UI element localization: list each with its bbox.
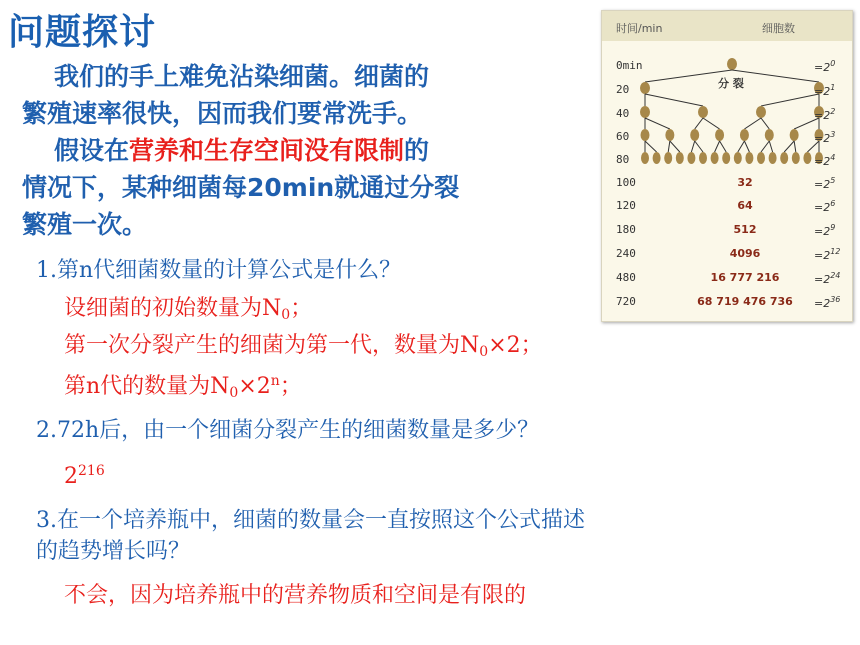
division-line xyxy=(668,141,670,152)
bacterium-cell xyxy=(757,152,765,164)
row-time: 0min xyxy=(616,59,643,72)
answer-1-line-1 xyxy=(64,294,312,330)
division-line xyxy=(670,141,680,152)
row-time: 60 xyxy=(616,130,630,143)
row-count: 512 xyxy=(733,223,757,236)
header-time: 时间/min xyxy=(616,22,663,35)
bacterium-cell xyxy=(722,152,730,164)
row-power-exp: 2 xyxy=(830,107,836,116)
division-line xyxy=(645,141,657,152)
row-time: 180 xyxy=(616,223,636,236)
row-power-exp: 12 xyxy=(830,247,841,256)
row-power-exp: 6 xyxy=(830,199,836,208)
highlight-condition: 营养和生存空间没有限制 xyxy=(129,136,405,165)
ans3-mid: ×2 xyxy=(238,374,271,399)
bacterium-cell xyxy=(803,152,811,164)
answer-2 xyxy=(64,456,105,492)
answer-3: 不会，因为培养瓶中的营养物质和空间是有限的 xyxy=(64,583,527,608)
row-power xyxy=(814,153,835,168)
ans1-pre: 设细菌的初始数量为N xyxy=(64,296,282,321)
row-power-base: =2 xyxy=(814,178,831,191)
intro-paragraph xyxy=(22,58,542,243)
question-3-line-2: 的趋势增长吗？ xyxy=(36,539,191,564)
row-power-base: =2 xyxy=(814,155,831,168)
division-line xyxy=(761,118,769,129)
row-power-base: =2 xyxy=(814,273,831,286)
bacterium-cell xyxy=(699,152,707,164)
row-power xyxy=(814,59,835,74)
ans2-sub: 0 xyxy=(479,344,489,360)
row-power-base: =2 xyxy=(814,61,831,74)
bacterium-cell xyxy=(740,129,749,141)
answer-1-line-2 xyxy=(64,331,543,367)
bacterium-cell xyxy=(792,152,800,164)
row-power-exp: 3 xyxy=(830,130,836,139)
row-power-base: =2 xyxy=(814,225,831,238)
row-power xyxy=(814,83,835,98)
row-power-base: =2 xyxy=(814,109,831,122)
division-line xyxy=(703,118,720,129)
question-3-line-1: 3.在一个培养瓶中，细菌的数量会一直按照这个公式描述 xyxy=(36,508,585,533)
row-power-exp: 9 xyxy=(830,223,836,232)
row-power xyxy=(814,107,835,122)
row-power xyxy=(814,295,840,310)
intro-line-3-pre: 假设在 xyxy=(54,136,130,165)
division-line xyxy=(738,141,745,152)
row-power xyxy=(814,247,840,262)
ans3-sup: n xyxy=(270,373,280,389)
intro-line-3 xyxy=(22,132,542,169)
division-line xyxy=(769,141,772,152)
ans2-post: ×2； xyxy=(488,333,543,358)
row-power-base: =2 xyxy=(814,132,831,145)
row-time: 720 xyxy=(616,295,636,308)
bacteria-division-figure xyxy=(601,10,853,322)
row-power xyxy=(814,271,840,286)
ans3-sub: 0 xyxy=(229,385,239,401)
row-time: 480 xyxy=(616,271,636,284)
row-power-exp: 5 xyxy=(830,176,836,185)
division-line xyxy=(720,141,727,152)
bacterium-cell xyxy=(690,129,699,141)
bacterium-cell xyxy=(715,129,724,141)
division-line xyxy=(761,141,769,152)
ans2-pre: 第一次分裂产生的细菌为第一代，数量为N xyxy=(64,333,480,358)
row-power-exp: 1 xyxy=(830,83,836,92)
bacterium-cell xyxy=(641,152,649,164)
bacterium-cell xyxy=(676,152,684,164)
question-1: 1.第n代细菌数量的计算公式是什么？ xyxy=(36,258,402,283)
row-power xyxy=(814,223,835,238)
row-power xyxy=(814,130,835,145)
row-time: 20 xyxy=(616,83,630,96)
division-line xyxy=(645,94,703,106)
bacterium-cell xyxy=(640,82,650,94)
row-time: 240 xyxy=(616,247,636,260)
row-power-base: =2 xyxy=(814,85,831,98)
bacterium-cell xyxy=(756,106,766,118)
division-line xyxy=(761,94,819,106)
division-line xyxy=(691,141,694,152)
row-power-exp: 24 xyxy=(830,271,841,280)
row-count: 68 719 476 736 xyxy=(697,295,793,308)
row-power xyxy=(814,176,835,191)
ans3-post: ； xyxy=(279,374,302,399)
bacterium-cell xyxy=(640,106,650,118)
division-line xyxy=(794,141,796,152)
intro-line-1: 我们的手上难免沾染细菌。细菌的 xyxy=(54,62,430,91)
row-count: 16 777 216 xyxy=(710,271,780,284)
row-power-base: =2 xyxy=(814,201,831,214)
division-line xyxy=(695,141,703,152)
bacterium-cell xyxy=(664,152,672,164)
split-label: 分 裂 xyxy=(718,77,744,90)
bacterium-cell xyxy=(780,152,788,164)
row-time: 80 xyxy=(616,153,630,166)
ans1-sub: 0 xyxy=(281,307,291,323)
bacterium-cell xyxy=(765,129,774,141)
bacterium-cell xyxy=(665,129,674,141)
intro-line-3-post: 的 xyxy=(404,136,430,165)
intro-line-5: 繁殖一次。 xyxy=(22,210,148,239)
row-power-exp: 0 xyxy=(830,59,836,68)
bacterium-cell xyxy=(790,129,799,141)
division-line xyxy=(744,141,749,152)
intro-line-2: 繁殖速率很快，因而我们要常洗手。 xyxy=(22,99,423,128)
ans3-pre: 第n代的数量为N xyxy=(64,374,230,399)
division-line xyxy=(715,141,720,152)
division-line xyxy=(645,118,670,129)
bacterium-cell xyxy=(698,106,708,118)
header-count: 细胞数 xyxy=(762,22,795,35)
row-time: 120 xyxy=(616,199,636,212)
question-2: 2.72h后，由一个细菌分裂产生的细菌数量是多少？ xyxy=(36,418,540,443)
ans-q2-exp: 216 xyxy=(78,463,105,479)
bacterium-cell xyxy=(711,152,719,164)
division-line xyxy=(732,70,819,82)
page-title: 问题探讨 xyxy=(8,12,157,53)
row-power-exp: 36 xyxy=(830,295,841,304)
row-count: 4096 xyxy=(729,247,761,260)
division-line xyxy=(695,118,703,129)
row-time: 100 xyxy=(616,176,636,189)
bacterium-cell xyxy=(745,152,753,164)
intro-line-4: 情况下，某种细菌每20min就通过分裂 xyxy=(22,173,460,202)
row-power-exp: 4 xyxy=(830,153,836,162)
ans-q2-base: 2 xyxy=(64,464,78,489)
row-power xyxy=(814,199,835,214)
row-time: 40 xyxy=(616,107,630,120)
ans1-post: ； xyxy=(290,296,313,321)
bacterium-cell xyxy=(727,58,737,70)
bacterium-cell xyxy=(687,152,695,164)
row-power-base: =2 xyxy=(814,297,831,310)
bacterium-cell xyxy=(641,129,650,141)
answer-1-line-3 xyxy=(64,366,302,408)
row-power-base: =2 xyxy=(814,249,831,262)
bacterium-cell xyxy=(653,152,661,164)
division-line xyxy=(784,141,794,152)
division-line xyxy=(744,118,761,129)
bacterium-cell xyxy=(734,152,742,164)
row-count: 64 xyxy=(737,199,753,212)
bacterium-cell xyxy=(769,152,777,164)
row-count: 32 xyxy=(737,176,753,189)
